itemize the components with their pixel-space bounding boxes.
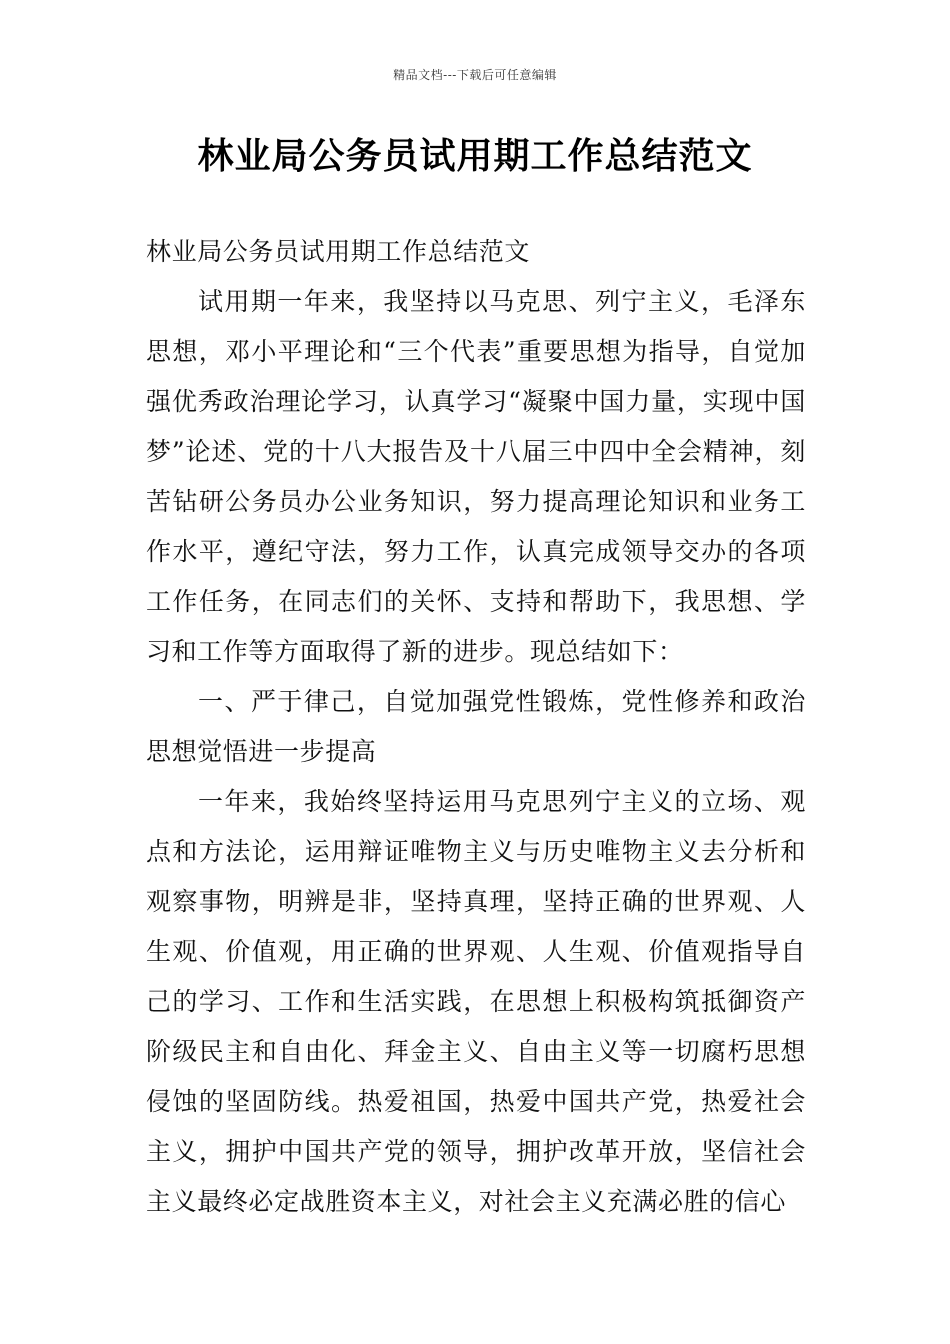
subtitle-paragraph: 林业局公务员试用期工作总结范文 [146, 237, 531, 266]
intro-paragraph: 试用期一年来，我坚持以马克思、列宁主义，毛泽东思想，邓小平理论和“三个代表”重要思想为指导，自觉加强优秀政治理论学习，认真学习“凝聚中国力量，实现中国梦”论述、党的十八大报告及十八届三中四中全会精神，刻苦钻研公务员办公业务知识，努力提高理论知识和业务工作水平，遵纪守法，努力工作，认真完成领导交办的各项工作任务，在同志们的关怀、支持和帮助下，我思想、学习和工作等方面取得了新的进步。现总结如下： [146, 287, 806, 666]
document-body [146, 227, 806, 1227]
header-note: 精品文档---下载后可任意编辑 [393, 68, 557, 82]
document-title: 林业局公务员试用期工作总结范文 [197, 136, 753, 177]
section-1-paragraph: 一年来，我始终坚持运用马克思列宁主义的立场、观点和方法论，运用辩证唯物主义与历史唯物主义去分析和观察事物，明辨是非，坚持真理，坚持正确的世界观、人生观、价值观，用正确的世界观、人生观、价值观指导自己的学习、工作和生活实践，在思想上积极构筑抵御资产阶级民主和自由化、拜金主义、自由主义等一切腐朽思想侵蚀的坚固防线。热爱祖国，热爱中国共产党，热爱社会主义，拥护中国共产党的领导，拥护改革开放，坚信社会主义最终必定战胜资本主义，对社会主义充满必胜的信心 [146, 787, 806, 1216]
section-heading-1: 一、严于律己，自觉加强党性锻炼，党性修养和政治思想觉悟进一步提高 [146, 687, 806, 766]
